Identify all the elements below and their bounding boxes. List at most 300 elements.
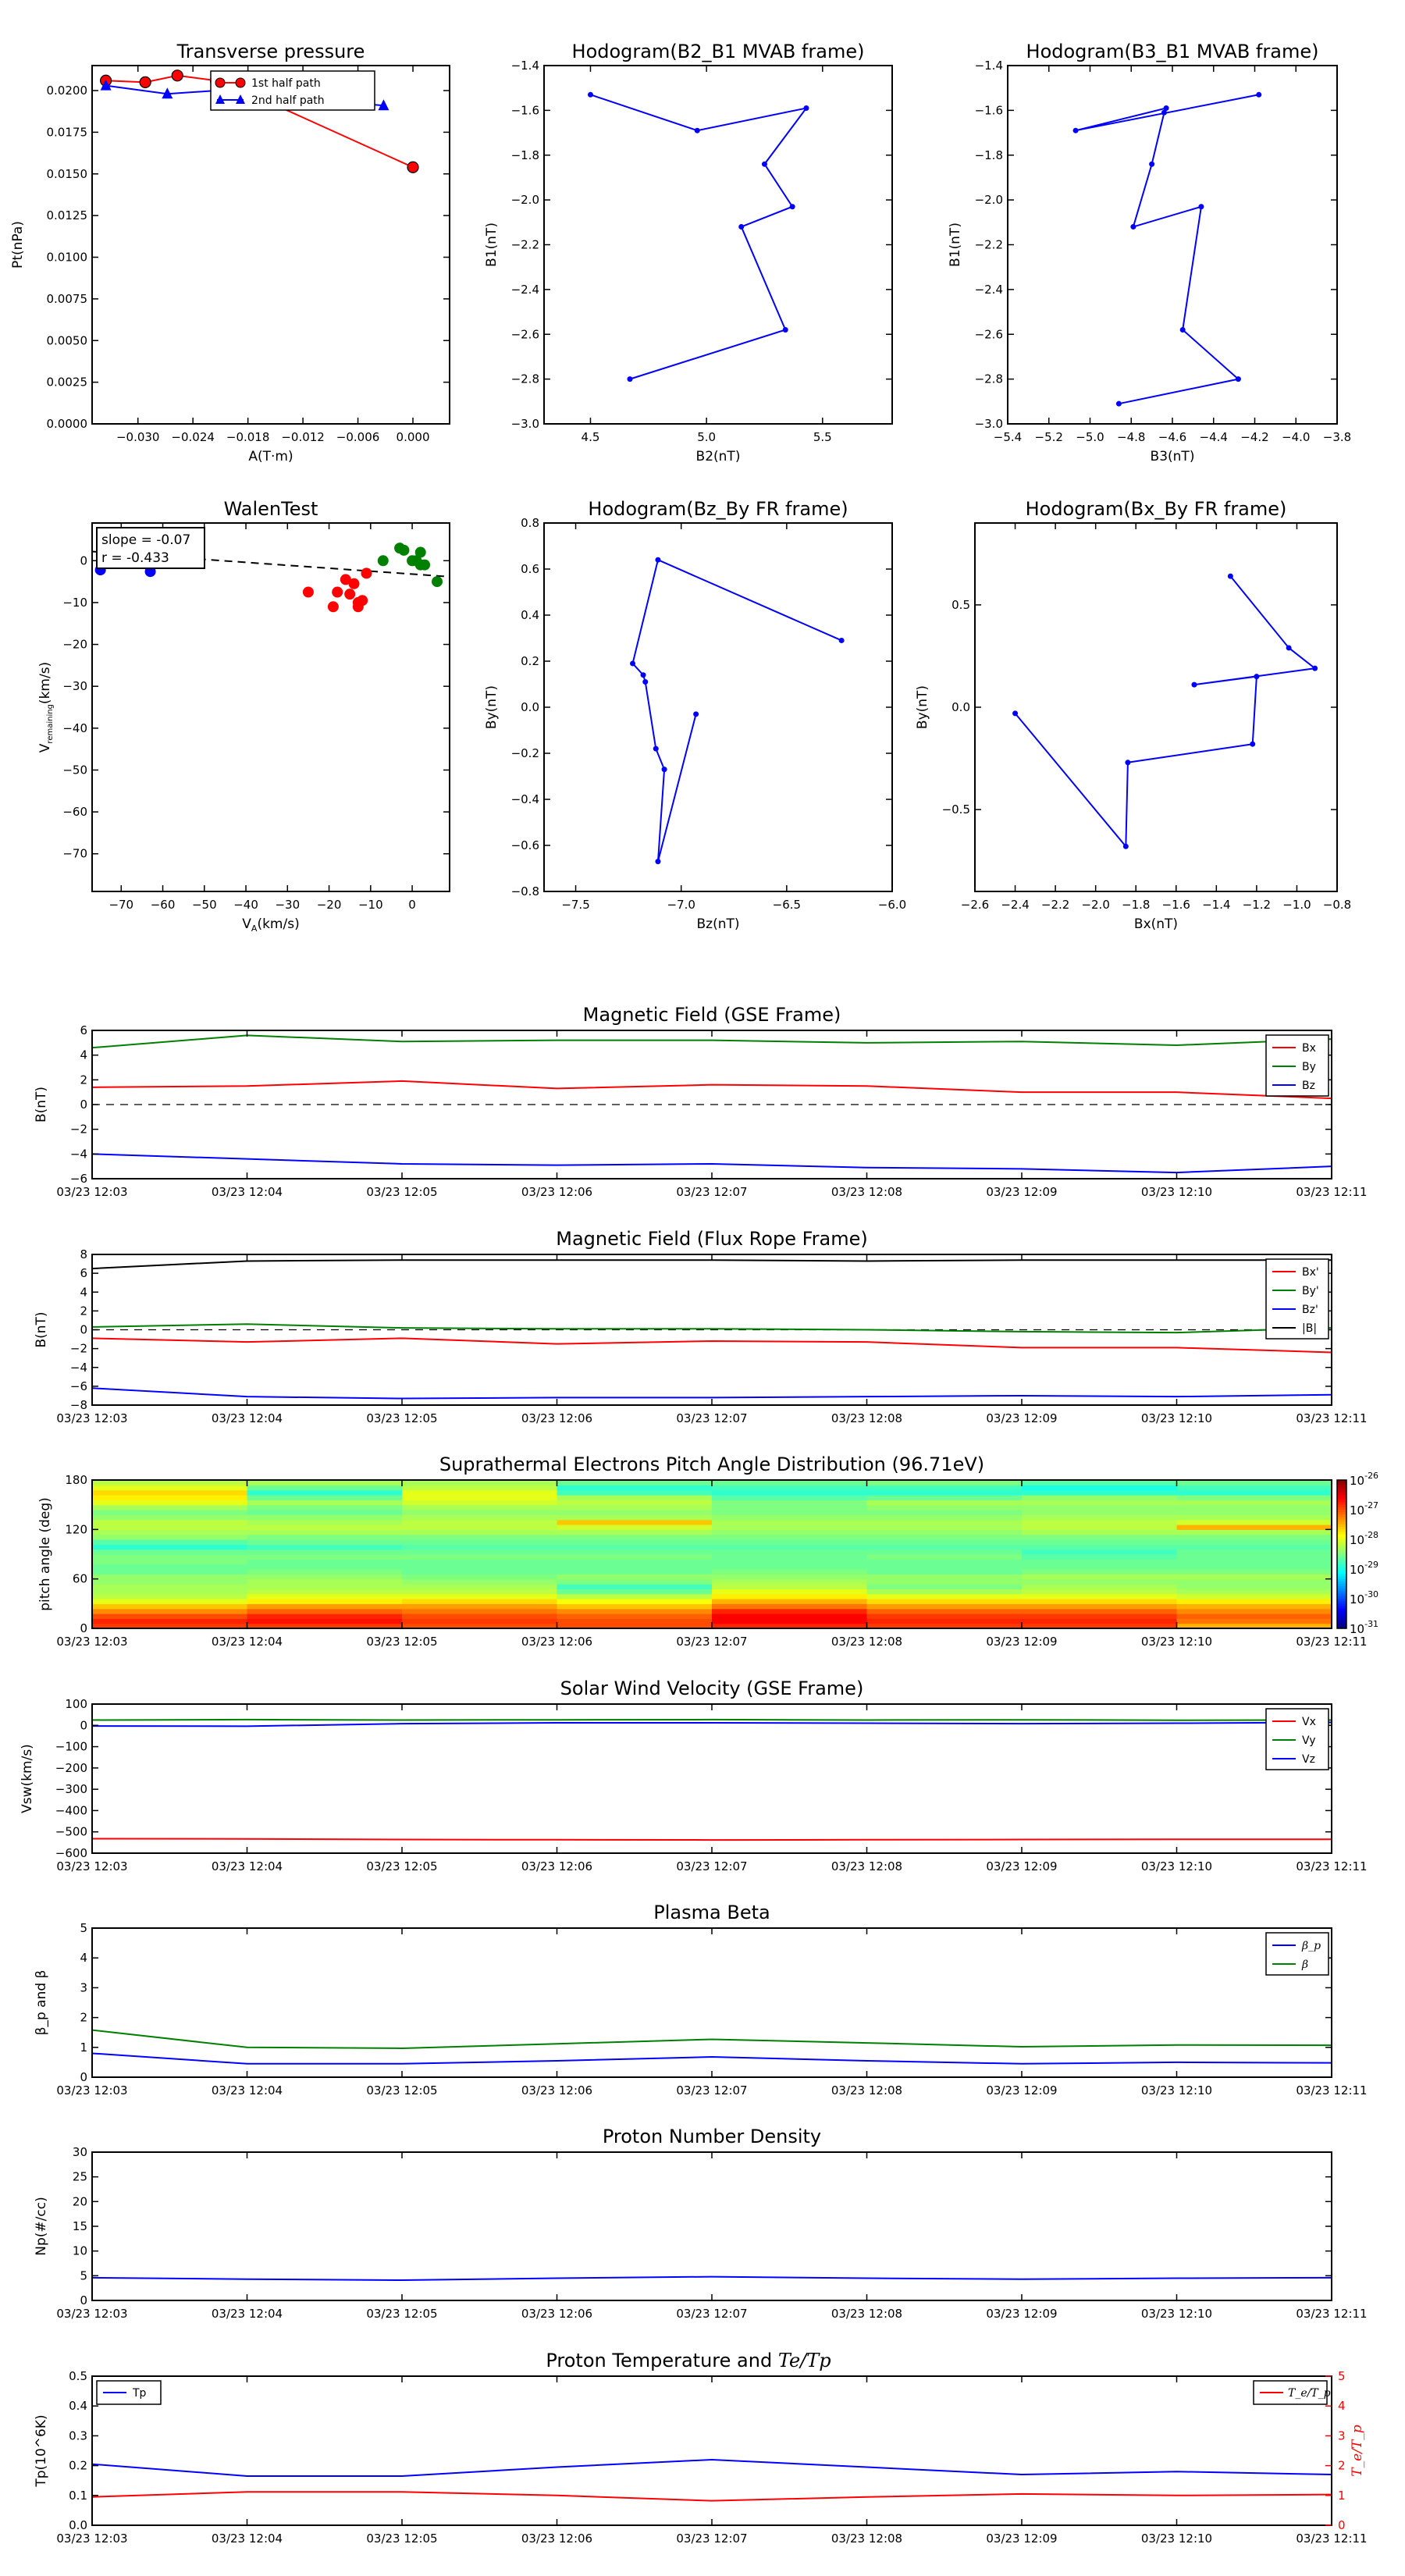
exponent: -31 <box>1364 1619 1379 1629</box>
heatmap-cell <box>867 1514 1023 1520</box>
y-tick-label: 4 <box>80 1951 87 1966</box>
series-line <box>92 2030 1332 2048</box>
x-tick-label: −1.6 <box>1161 898 1190 912</box>
y-tick-label: −8 <box>69 1398 87 1412</box>
y-tick-label: 0.0150 <box>46 166 87 181</box>
heatmap-cell <box>867 1594 1023 1599</box>
colorbar-label: $10^{-28}$ <box>1350 1530 1379 1547</box>
y-tick-label: −2.6 <box>510 327 539 342</box>
y-tick-label: 120 <box>65 1522 87 1537</box>
heatmap-cell <box>247 1569 403 1574</box>
heatmap-cell <box>867 1529 1023 1535</box>
x-tick-label: 03/23 12:09 <box>986 1635 1058 1649</box>
heatmap-cell <box>402 1514 557 1520</box>
heatmap-cell <box>402 1539 557 1545</box>
colorbar-label: $10^{-29}$ <box>1350 1560 1379 1577</box>
data-point <box>1125 760 1130 765</box>
heatmap-cell <box>1022 1495 1177 1500</box>
heatmap-cell <box>402 1609 557 1614</box>
heatmap-cell <box>557 1539 713 1545</box>
heatmap-cell <box>712 1544 867 1550</box>
heatmap-cell <box>712 1569 867 1574</box>
y-tick-label: 5 <box>80 1921 87 1935</box>
x-tick-label: −2.6 <box>960 898 990 912</box>
legend-label: By' <box>1302 1285 1319 1297</box>
heatmap-cell <box>867 1535 1023 1540</box>
y-tick-label: −0.6 <box>510 838 539 852</box>
heatmap-cell <box>1022 1505 1177 1510</box>
y-tick-label: −500 <box>55 1824 87 1839</box>
y-tick-label: 2 <box>80 2010 87 2025</box>
legend-label: Vx <box>1302 1716 1316 1728</box>
y-tick-label: −60 <box>62 805 87 820</box>
y-axis-label: pitch angle (deg) <box>37 1497 53 1611</box>
y-tick-label: −2.0 <box>510 193 539 208</box>
heatmap-cell <box>867 1510 1023 1515</box>
axes-frame <box>1008 66 1337 424</box>
heatmap-cell <box>867 1603 1023 1609</box>
heatmap-cell <box>712 1535 867 1540</box>
x-tick-label: −50 <box>191 898 217 912</box>
chart-title: WalenTest <box>223 498 318 520</box>
y2-tick-label: 0 <box>1338 2518 1346 2532</box>
data-point <box>432 576 443 587</box>
data-point <box>803 105 809 111</box>
subscript: remaining <box>46 704 55 744</box>
y2-tick-label: 1 <box>1338 2488 1346 2503</box>
y-tick-label: 3 <box>80 1980 87 1995</box>
heatmap-cell <box>1177 1564 1332 1570</box>
x-tick-label: 03/23 12:03 <box>56 1411 128 1425</box>
y-tick-label: −2.8 <box>974 372 1003 386</box>
axes-frame <box>92 523 450 891</box>
heatmap-cell <box>247 1529 403 1535</box>
heatmap-cell <box>867 1485 1023 1490</box>
data-point <box>415 547 426 558</box>
heatmap-cell <box>92 1529 247 1535</box>
x-tick-label: 03/23 12:08 <box>831 1411 903 1425</box>
legend-label: By <box>1302 1061 1316 1073</box>
heatmap-cell <box>247 1485 403 1490</box>
axes-frame <box>975 523 1337 891</box>
y-tick-label: 0.2 <box>521 654 539 668</box>
y-tick-label: 15 <box>72 2219 87 2233</box>
heatmap-cell <box>92 1500 247 1505</box>
x-tick-label: −70 <box>108 898 134 912</box>
axes-frame <box>92 1928 1332 2077</box>
heatmap-cell <box>1177 1520 1332 1525</box>
chart-title: Proton Temperature and Te/Tp <box>546 2350 831 2371</box>
x-tick-label: 03/23 12:04 <box>211 1859 283 1873</box>
plot-area <box>92 1260 1332 1398</box>
heatmap-cell <box>1022 1525 1177 1530</box>
y-tick-label: −0.2 <box>510 746 539 760</box>
data-point <box>1130 224 1136 229</box>
y-tick-label: 60 <box>72 1571 87 1586</box>
y-tick-label: 0.0 <box>521 700 539 714</box>
y-tick-label: 0 <box>80 2293 87 2307</box>
heatmap-cell <box>92 1574 247 1579</box>
heatmap-cell <box>92 1618 247 1624</box>
y-tick-label: 6 <box>80 1023 87 1037</box>
heatmap-cell <box>1177 1594 1332 1599</box>
x-tick-label: 03/23 12:06 <box>521 2307 593 2321</box>
heatmap-cell <box>247 1505 403 1510</box>
x-tick-label: 5.0 <box>697 430 717 444</box>
y-tick-label: −2 <box>69 1122 87 1137</box>
plot-area <box>92 2277 1332 2280</box>
y-tick-label: −50 <box>62 763 87 777</box>
heatmap-cell <box>247 1510 403 1515</box>
x-tick-label: −3.8 <box>1322 430 1352 444</box>
heatmap-cell <box>557 1505 713 1510</box>
y-tick-label: −70 <box>62 846 87 861</box>
subscript: A <box>251 923 258 934</box>
chart-np <box>34 2126 1368 2321</box>
legend-label: Tp <box>133 2387 147 2400</box>
y2-tick-label: 2 <box>1338 2458 1346 2473</box>
colorbar-label: $10^{-31}$ <box>1350 1619 1379 1636</box>
x-tick-label: −60 <box>150 898 176 912</box>
x-tick-label: 03/23 12:05 <box>366 1185 438 1199</box>
y-axis-label: $V_{remaining}(km/s)$ <box>37 661 55 753</box>
data-point <box>1312 666 1318 671</box>
x-tick-label: 03/23 12:09 <box>986 2532 1058 2546</box>
legend-marker <box>236 78 245 87</box>
heatmap-cell <box>557 1618 713 1624</box>
y2-axis-label: T_e/T_p <box>1350 2425 1365 2477</box>
x-tick-label: 03/23 12:07 <box>676 2307 748 2321</box>
heatmap-cell <box>712 1618 867 1624</box>
heatmap-cell <box>402 1594 557 1599</box>
y-tick-label: 6 <box>80 1266 87 1281</box>
y-tick-label: 0.5 <box>69 2369 87 2383</box>
legend-label: 2nd half path <box>251 94 325 107</box>
chart-title: Magnetic Field (GSE Frame) <box>582 1004 841 1026</box>
heatmap-cell <box>1177 1584 1332 1589</box>
y-tick-label: −6 <box>69 1379 87 1393</box>
chart-title: Plasma Beta <box>653 1902 770 1923</box>
x-tick-label: 03/23 12:04 <box>211 1411 283 1425</box>
x-tick-label: 03/23 12:04 <box>211 2083 283 2097</box>
data-point <box>1236 376 1241 382</box>
data-point <box>693 711 699 717</box>
heatmap-cell <box>712 1614 867 1619</box>
heatmap-cell <box>712 1500 867 1505</box>
y-tick-label: 0 <box>80 1098 87 1112</box>
x-tick-label: 03/23 12:10 <box>1140 1635 1213 1649</box>
y-tick-label: 20 <box>72 2194 87 2209</box>
heatmap-cell <box>92 1495 247 1500</box>
heatmap-cell <box>1177 1510 1332 1515</box>
series-line <box>1016 576 1315 846</box>
y-tick-label: −1.6 <box>974 103 1003 118</box>
data-point <box>642 679 648 685</box>
data-point <box>662 767 667 772</box>
heatmap-cell <box>1177 1559 1332 1564</box>
y-tick-label: −2.4 <box>510 282 539 297</box>
legend-label: Vy <box>1302 1735 1316 1747</box>
heatmap-cell <box>402 1495 557 1500</box>
plot-area <box>92 1480 1332 1629</box>
heatmap-cell <box>247 1574 403 1579</box>
y-tick-label: 100 <box>65 1697 87 1711</box>
y-tick-label: 0.0050 <box>46 333 87 348</box>
y-tick-label: −1.4 <box>974 59 1003 73</box>
heatmap-cell <box>402 1569 557 1574</box>
chart-title: Magnetic Field (Flux Rope Frame) <box>556 1228 868 1250</box>
heatmap-cell <box>1022 1569 1177 1574</box>
data-point <box>1228 574 1233 579</box>
chart-mag_fr <box>34 1228 1368 1425</box>
x-tick-label: 03/23 12:03 <box>56 2307 128 2321</box>
exponent: -28 <box>1364 1530 1379 1540</box>
y-tick-label: 0.8 <box>521 516 539 530</box>
series-line <box>1076 94 1259 404</box>
heatmap-cell <box>1022 1514 1177 1520</box>
x-tick-label: −0.018 <box>226 430 270 444</box>
series-line <box>92 1081 1332 1098</box>
y-tick-label: −1.4 <box>510 59 539 73</box>
x-tick-label: −4.6 <box>1158 430 1187 444</box>
heatmap-cell <box>402 1603 557 1609</box>
heatmap-cell <box>557 1594 713 1599</box>
data-point <box>419 560 430 571</box>
heatmap-cell <box>712 1505 867 1510</box>
heatmap-cell <box>247 1564 403 1570</box>
x-tick-label: 03/23 12:03 <box>56 1635 128 1649</box>
heatmap-cell <box>557 1614 713 1619</box>
axes-frame <box>92 2376 1332 2525</box>
x-tick-label: 03/23 12:06 <box>521 2083 593 2097</box>
heatmap-cell <box>712 1510 867 1515</box>
heatmap-cell <box>402 1500 557 1505</box>
x-tick-label: −1.8 <box>1122 898 1151 912</box>
y-tick-label: −200 <box>55 1760 87 1775</box>
x-tick-label: −1.2 <box>1242 898 1272 912</box>
heatmap-cell <box>1177 1539 1332 1545</box>
heatmap-cell <box>557 1490 713 1496</box>
heatmap-cell <box>557 1510 713 1515</box>
data-point <box>398 545 409 556</box>
heatmap-cell <box>867 1539 1023 1545</box>
heatmap-cell <box>1177 1609 1332 1614</box>
heatmap-cell <box>1177 1603 1332 1609</box>
x-tick-label: −5.2 <box>1034 430 1063 444</box>
y-tick-label: 2 <box>80 1073 87 1087</box>
heatmap-cell <box>867 1584 1023 1589</box>
data-point <box>140 76 151 87</box>
data-point <box>1012 710 1018 716</box>
heatmap-cell <box>712 1480 867 1485</box>
plot-area <box>1012 574 1318 849</box>
y-tick-label: 0 <box>80 2070 87 2084</box>
y-tick-label: 0.0075 <box>46 291 87 306</box>
heatmap-cell <box>712 1525 867 1530</box>
y-tick-label: 0.0175 <box>46 125 87 140</box>
y-axis-label: Vsw(km/s) <box>20 1744 35 1813</box>
heatmap-cell <box>402 1535 557 1540</box>
x-tick-label: 03/23 12:11 <box>1296 1859 1368 1873</box>
heatmap-cell <box>92 1603 247 1609</box>
data-point <box>783 327 788 333</box>
exponent: -26 <box>1364 1471 1379 1481</box>
data-point <box>1250 742 1255 747</box>
heatmap-cell <box>557 1480 713 1485</box>
chart-title: Proton Number Density <box>602 2126 822 2147</box>
heatmap-cell <box>92 1535 247 1540</box>
heatmap-cell <box>557 1544 713 1550</box>
x-tick-label: 03/23 12:08 <box>831 1635 903 1649</box>
heatmap-cell <box>1022 1589 1177 1594</box>
heatmap-cell <box>557 1485 713 1490</box>
x-tick-label: 4.5 <box>581 430 600 444</box>
heatmap-cell <box>1022 1544 1177 1550</box>
heatmap-cell <box>557 1554 713 1560</box>
heatmap-cell <box>247 1554 403 1560</box>
heatmap-cell <box>402 1550 557 1555</box>
heatmap-cell <box>402 1544 557 1550</box>
heatmap-cell <box>1022 1550 1177 1555</box>
heatmap-cell <box>402 1480 557 1485</box>
y-axis-label: Pt(nPa) <box>10 221 26 269</box>
x-tick-label: 03/23 12:04 <box>211 2307 283 2321</box>
data-point <box>1149 162 1154 167</box>
y-axis-label: B(nT) <box>34 1086 49 1123</box>
title-math: Te/Tp <box>777 2350 831 2371</box>
data-point <box>361 568 372 578</box>
heatmap-cell <box>557 1495 713 1500</box>
data-point <box>407 162 418 173</box>
heatmap-cell <box>92 1525 247 1530</box>
y-axis-label: Np(#/cc) <box>34 2197 49 2256</box>
y-tick-label: 8 <box>80 1247 87 1261</box>
x-tick-label: −5.4 <box>993 430 1023 444</box>
x-tick-label: 03/23 12:10 <box>1140 2532 1213 2546</box>
colorbar-label: $10^{-27}$ <box>1350 1500 1379 1517</box>
x-tick-label: 0 <box>408 898 416 912</box>
x-tick-label: 03/23 12:07 <box>676 1185 748 1199</box>
heatmap-cell <box>867 1564 1023 1570</box>
series-line <box>92 2277 1332 2280</box>
heatmap-cell <box>867 1525 1023 1530</box>
heatmap-cell <box>712 1490 867 1496</box>
series-line <box>92 1260 1332 1268</box>
heatmap-cell <box>247 1603 403 1609</box>
heatmap-cell <box>712 1520 867 1525</box>
x-tick-label: 0.000 <box>396 430 430 444</box>
x-tick-label: −4.0 <box>1282 430 1311 444</box>
x-tick-label: 03/23 12:07 <box>676 2532 748 2546</box>
heatmap-cell <box>1022 1480 1177 1485</box>
axes-frame <box>544 66 892 424</box>
x-tick-label: 03/23 12:10 <box>1140 1411 1213 1425</box>
legend-label: β <box>1302 1959 1309 1971</box>
y-tick-label: 2 <box>80 1304 87 1318</box>
data-point <box>1286 645 1292 650</box>
heatmap-cell <box>1022 1535 1177 1540</box>
heatmap-cell <box>402 1510 557 1515</box>
heatmap-cell <box>92 1559 247 1564</box>
x-tick-label: 03/23 12:09 <box>986 2083 1058 2097</box>
heatmap-cell <box>1022 1500 1177 1505</box>
heatmap-cell <box>557 1559 713 1564</box>
x-tick-label: 03/23 12:05 <box>366 1635 438 1649</box>
heatmap-cell <box>1177 1599 1332 1604</box>
heatmap-cell <box>247 1525 403 1530</box>
y-tick-label: −1.6 <box>510 103 539 118</box>
x-tick-label: 5.5 <box>813 430 832 444</box>
data-point <box>630 660 635 666</box>
y-tick-label: −1.8 <box>974 148 1003 162</box>
chart-beta <box>34 1902 1368 2097</box>
data-point <box>378 555 389 566</box>
heatmap-cell <box>247 1490 403 1496</box>
x-tick-label: 03/23 12:05 <box>366 1859 438 1873</box>
heatmap-cell <box>867 1505 1023 1510</box>
x-tick-label: 03/23 12:06 <box>521 1635 593 1649</box>
heatmap-cell <box>402 1574 557 1579</box>
x-tick-label: 03/23 12:04 <box>211 1185 283 1199</box>
heatmap-cell <box>247 1609 403 1614</box>
x-tick-label: 03/23 12:10 <box>1140 1859 1213 1873</box>
data-point <box>641 672 646 678</box>
heatmap-cell <box>867 1599 1023 1604</box>
heatmap-cell <box>712 1584 867 1589</box>
colorbar-label: $10^{-26}$ <box>1350 1471 1379 1488</box>
series-line <box>92 1324 1332 1332</box>
x-tick-label: 03/23 12:10 <box>1140 1185 1213 1199</box>
y-tick-label: −0.8 <box>510 884 539 898</box>
x-tick-label: 03/23 12:07 <box>676 1859 748 1873</box>
heatmap-cell <box>247 1599 403 1604</box>
unit: (km/s) <box>257 916 300 932</box>
heatmap-cell <box>557 1550 713 1555</box>
y-tick-label: 4 <box>80 1048 87 1062</box>
heatmap-cell <box>1022 1584 1177 1589</box>
data-point <box>655 859 660 864</box>
heatmap-cell <box>92 1614 247 1619</box>
heatmap-cell <box>247 1539 403 1545</box>
heatmap-cell <box>712 1539 867 1545</box>
x-tick-label: 03/23 12:06 <box>521 1859 593 1873</box>
x-tick-label: 03/23 12:11 <box>1296 1635 1368 1649</box>
exponent: -27 <box>1364 1500 1379 1510</box>
plot-area <box>92 1720 1332 1840</box>
data-point <box>172 70 183 81</box>
heatmap-cell <box>867 1579 1023 1585</box>
x-tick-label: −20 <box>316 898 342 912</box>
heatmap-cell <box>867 1500 1023 1505</box>
x-tick-label: 03/23 12:05 <box>366 2532 438 2546</box>
heatmap-cell <box>1177 1525 1332 1530</box>
x-tick-label: 03/23 12:03 <box>56 2083 128 2097</box>
series-line <box>92 1154 1332 1172</box>
heatmap-cell <box>867 1614 1023 1619</box>
heatmap-cell <box>402 1505 557 1510</box>
x-tick-label: 03/23 12:11 <box>1296 2307 1368 2321</box>
y-tick-label: 0.6 <box>521 562 539 576</box>
legend-label: Bz <box>1302 1080 1315 1092</box>
heatmap-cell <box>867 1609 1023 1614</box>
x-tick-label: −1.0 <box>1282 898 1311 912</box>
colorbar <box>1337 1471 1378 1636</box>
heatmap-cell <box>1022 1618 1177 1624</box>
y-tick-label: −0.5 <box>941 802 970 817</box>
data-point <box>328 601 339 612</box>
heatmap-cell <box>712 1574 867 1579</box>
legend-label: Bx <box>1302 1042 1316 1055</box>
